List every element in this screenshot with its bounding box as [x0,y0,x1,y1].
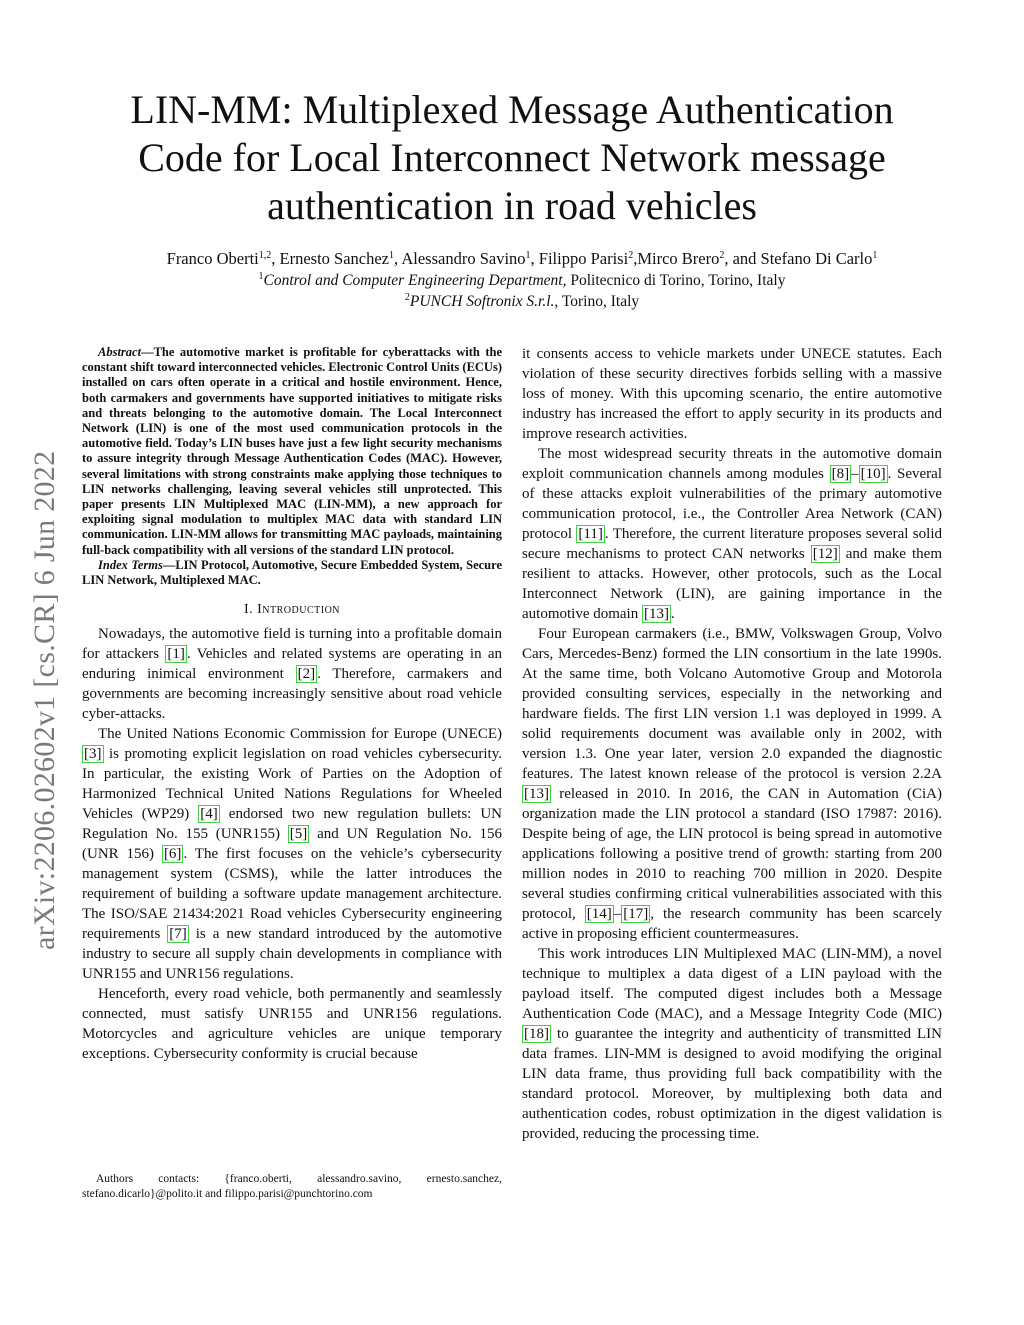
citation-link[interactable]: [13] [643,606,669,622]
citation-link[interactable]: [2] [297,666,316,683]
citation-link[interactable]: [12] [812,546,838,562]
citation-link[interactable]: [17] [623,906,649,922]
citation-link[interactable]: [11] [578,526,603,542]
section-heading-introduction: I. Introduction [243,602,341,618]
citation-link[interactable]: [18] [524,1026,549,1042]
author-contacts-footnote: Authors contacts: {franco.oberti, alessandro.savino, ernesto.sanchez, stefano.dicarlo}@polito.it and filippo.parisi@punchtorino.com [82,1173,502,1200]
right-column [522,344,942,1144]
citation-link[interactable]: [6] [163,846,182,863]
citation-link[interactable]: [4] [200,806,218,823]
author-affiliation-mark: 1 [525,250,531,261]
author-affiliation-mark: 1 [872,250,878,261]
author-affiliation-mark: 1 [389,250,394,261]
intro-paragraph-1: Nowadays, the automotive field is turning into a profitable domain for attackers [1] . Vehicles and related systems are operating in an enduring inimical environment [2] . Therefore, carmakers and governments are becoming increasingly sensitive about road vehicle cyber-attacks. [82,626,502,723]
author-affiliation-mark: 1,2 [258,250,272,261]
author-name: , Filippo Parisi [530,249,629,268]
author-affiliation-mark: 2 [628,250,634,261]
author-name: Franco Oberti [166,249,259,268]
author-name: , Ernesto Sanchez [271,249,389,268]
right-paragraph-1: it consents access to vehicle markets under UNECE statutes. Each violation of these security directives forbids selling with a massive loss of money. With this upcoming scenario, the entire automotive industry has increased the effort to apply security in its products and improve research activities. [522,346,942,442]
index-terms: Index Terms—LIN Protocol, Automotive, Secure Embedded System, Secure LIN Network, Multiplexed MAC. [82,557,502,588]
affiliation-1: $^1$Control and Computer Engineering Department, Politecnico di Torino, Torino, Italy [258,271,786,289]
citation-link[interactable]: [7] [169,926,187,943]
left-column [82,345,502,1064]
right-paragraph-2: The most widespread security threats in the automotive domain exploit communication channels among modules [8] – [10] . Several of these attacks exploit vulnerabilities of the primary automotive communication protocol, i.e., the Controller Area Network (CAN) protocol [11] . Therefore, the current literature proposes several solid secure mechanisms to protect CAN networks [12] and make them resilient to attacks. However, other protocols, such as the Local Interconnect Network (LIN), are gaining importance in the automotive domain [13] . [522,446,942,622]
citation-link[interactable]: [3] [84,746,102,763]
author-list [60,248,984,270]
intro-paragraph-3: Henceforth, every road vehicle, both permanently and seamlessly connected, must satisfy UNR155 and UNR156 regulations. Motorcycles and agriculture vehicles are unique temporary exceptions. Cybersecurity conformity is crucial because [82,986,502,1063]
arxiv-identifier: arXiv:2206.02602v1 [cs.CR] 6 Jun 2022 [28,450,61,950]
citation-link[interactable]: [10] [860,466,886,482]
author-name: , and Stefano Di Carlo [724,249,873,268]
author-name: ,Mirco Brero [633,249,720,268]
citation-link[interactable]: [8] [831,466,850,482]
intro-paragraph-2: The United Nations Economic Commission for Europe (UNECE) [3] is promoting explicit legislation on road vehicles cybersecurity. In particular, the existing Work of Parties on the Adoption of Harmonized Technical United Nations Regulations for Wheeled Vehicles (WP29) [4] endorsed two new regulation bullets: UN Regulation No. 155 (UNR155) [5] and UN Regulation No. 156 (UNR 156) [6] . The first focuses on the vehicle’s cybersecurity management system (CSMS), while the latter introduces the requirement of building a software update management architecture. The ISO/SAE 21434:2021 Road vehicles Cybersecurity engineering requirements [7] is a new standard introduced by the automotive industry to secure all supply chain developments in compliance with UNR155 and UNR156 regulations. [82,726,503,983]
citation-link[interactable]: [14] [586,906,612,922]
right-paragraph-4: This work introduces LIN Multiplexed MAC (LIN-MM), a novel technique to multiplex a data digest of a LIN payload with the payload itself. The computed digest includes both a Message Authentication Code (MAC), and a Message Integrity Code (MIC) [18] to guarantee the integrity and authenticity of transmitted LIN data frames. LIN-MM is designed to avoid modifying the original LIN data frame, thus providing full back compatibility with the standard protocol. Moreover, by multiplexing both data and authentication codes, robust optimization in the digest validation is provided, reducing the processing time. [522,946,942,1142]
citation-link[interactable]: [1] [167,646,185,663]
citation-link[interactable]: [5] [289,826,308,843]
right-paragraph-3: Four European carmakers (i.e., BMW, Volkswagen Group, Volvo Cars, Mercedes-Benz) formed the LIN consortium in the late 1990s. At the same time, both Volcano Automotive Group and Motorola provided consulting services, especially in the networking and hardware fields. The first LIN version 1.1 was deployed in 1999. A solid requirements document was available only in 2002, with version 1.3. One year later, version 2.0 expanded the diagnostic features. The latest known release of the protocol is version 2.2A [13] released in 2010. In 2016, the CAN in Automation (CiA) organization made the LIN protocol a standard (ISO 17987: 2016). Despite being of age, the LIN protocol is being spread in automotive applications following a positive trend of growth: starting from 200 million nodes in 2010 to reaching 700 million in 2020. Despite several studies confirming critical vulnerabilities associated with this protocol, [14] – [17] , the research community has been scarcely active in proposing efficient countermeasures. [522,626,942,942]
affiliation-2: $^2$PUNCH Softronix S.r.l., Torino, Italy [404,292,640,310]
paper-title: LIN-MM: Multiplexed Message Authentication Code for Local Interconnect Network message authentication in road vehicles [130,87,894,228]
author-affiliation-mark: 2 [719,250,725,261]
citation-link[interactable]: [13] [524,786,549,802]
author-name: , Alessandro Savino [394,249,526,268]
abstract: Abstract—The automotive market is profitable for cyberattacks with the constant shift toward interconnected vehicles. Electronic Control Units (ECUs) installed on cars often operate in a critical and hostile environment. Hence, both carmakers and governments have supported initiatives to mitigate risks and threats belonging to the automotive domain. The Local Interconnect Network (LIN) is one of the most used communication protocols in the automotive field. Today’s LIN buses have just a few light security mechanisms to assure integrity through Message Authentication Codes (MAC). However, several limitations with strong constraints make applying those techniques to LIN networks challenging, leaving several vehicles still unprotected. This paper presents LIN Multiplexed MAC (LIN-MM), a new approach for exploiting signal modulation to multiplex MAC data with standard LIN communication. LIN-MM allows for transmitting MAC payloads, maintaining full-back compatibility with all versions of the standard LIN protocol. [82,345,502,557]
